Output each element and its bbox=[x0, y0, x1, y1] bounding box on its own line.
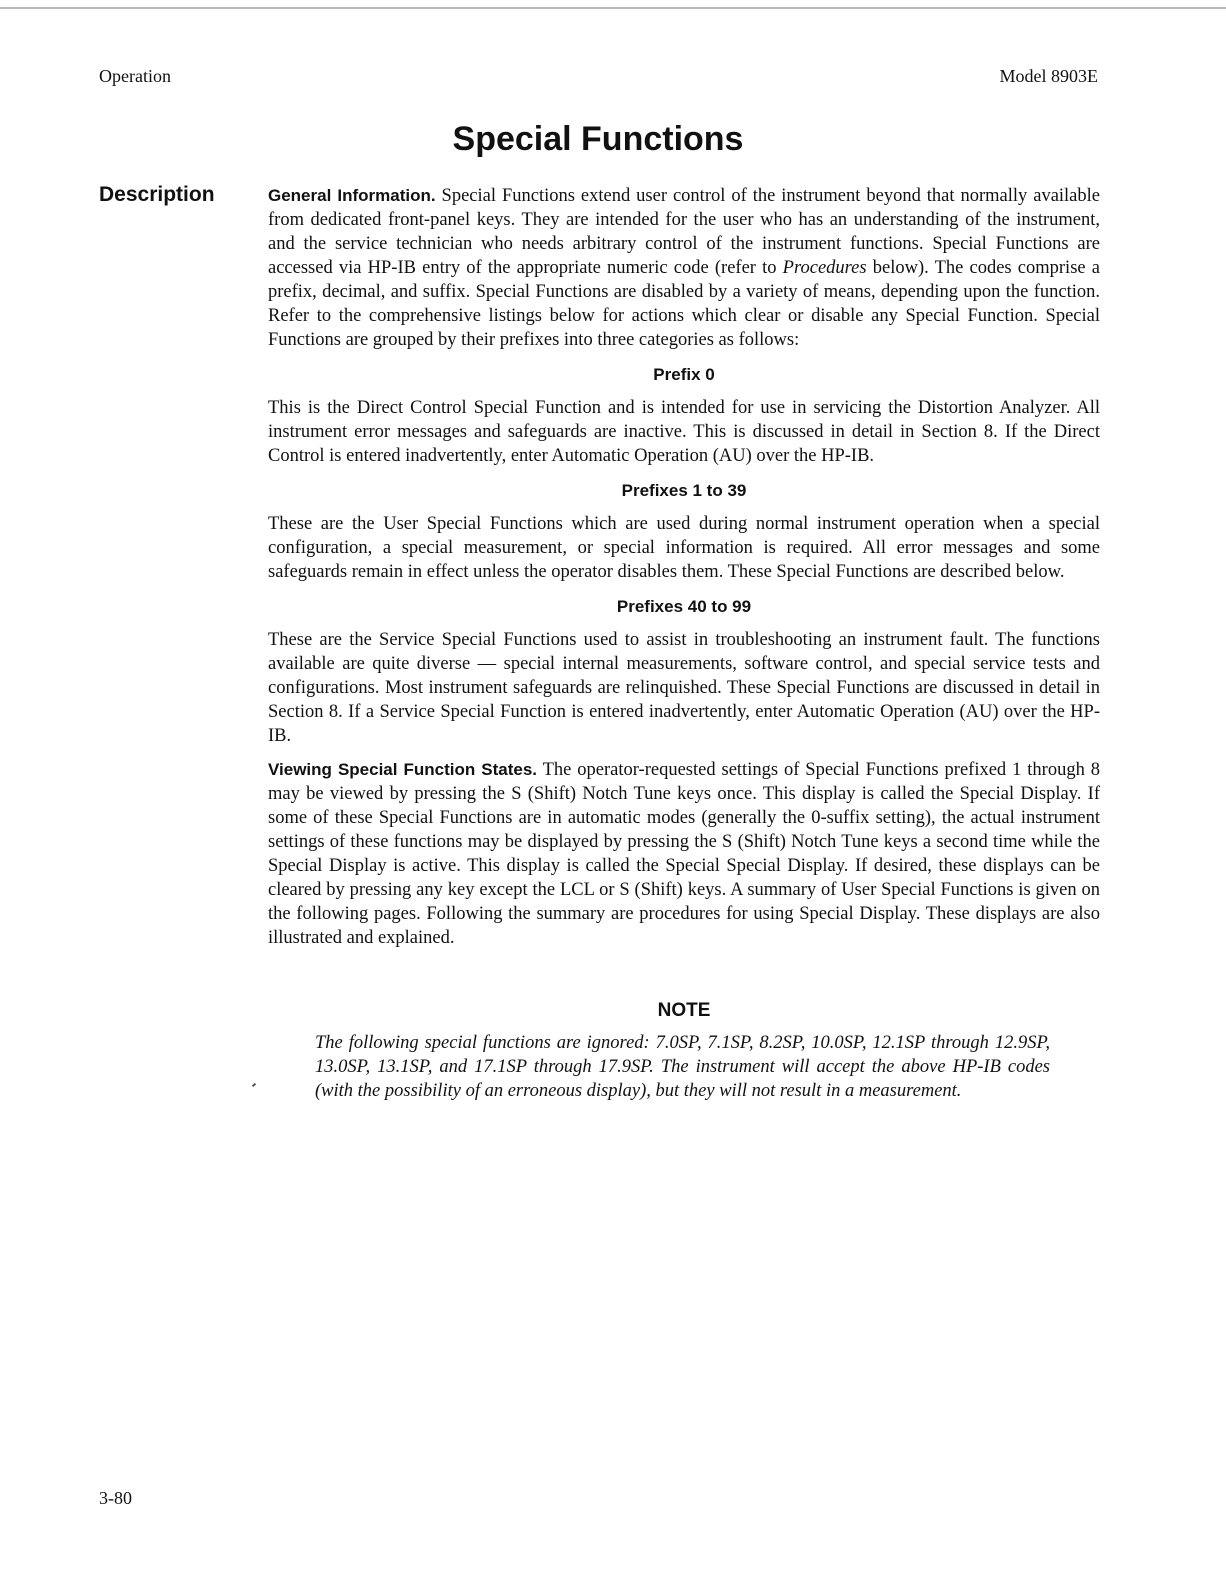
note-heading: NOTE bbox=[657, 1000, 711, 1021]
prefixes-1-39-text: These are the User Special Functions which are used during normal instrument operation when a special configuration, a special measurement, or special information is required. All error messages and some safeguards remain in effect unless the operator disables them. These Special Functions are described below. bbox=[268, 514, 1100, 582]
running-header-right: Model 8903E bbox=[999, 66, 1098, 86]
viewing-states-text: The operator-requested settings of Special Functions prefixed 1 through 8 may be viewed by pressing the S (Shift) Notch Tune keys once. This display is called the Special Display. If some of these Special Functions are in automatic modes (generally the 0-suffix setting), the actual instrument settings of these functions may be displayed by pressing the S (Shift) Notch Tune keys a second time while the Special Display is active. This display is called the Special Special Display. If desired, these displays can be cleared by pressing any key except the LCL or S (Shift) keys. A summary of User Special Functions is given on the following pages. Following the summary are procedures for using Special Display. These displays are also illustrated and explained. bbox=[268, 760, 1100, 948]
note-text: The following special functions are ignored: 7.0SP, 7.1SP, 8.2SP, 10.0SP, 12.1SP through 12.9SP, 13.0SP, 13.1SP, and 17.1SP through 17.9SP. The instrument will accept the above HP-IB codes (with the possibility of an erroneous display), but they will not result in a measurement. bbox=[315, 1033, 1050, 1101]
stray-mark bbox=[252, 1083, 256, 1087]
general-information-text-2: below). The codes comprise a prefix, decimal, and suffix. Special Functions are disabled by a variety of means, depending upon the function. Refer to the comprehensive listings below for actions which clear or disable any Special Function. Special Functions are grouped by their prefixes into three categories as follows: bbox=[268, 258, 1100, 350]
top-rule bbox=[0, 7, 1226, 9]
general-information-lead: General Information. bbox=[268, 186, 436, 205]
viewing-states-lead: Viewing Special Function States. bbox=[268, 760, 538, 779]
prefix-0-heading: Prefix 0 bbox=[653, 365, 715, 384]
page-number: 3-80 bbox=[99, 1488, 132, 1508]
viewing-states-paragraph bbox=[268, 758, 1100, 950]
procedures-reference: Procedures bbox=[782, 258, 867, 278]
prefixes-1-39-heading: Prefixes 1 to 39 bbox=[621, 481, 747, 500]
prefix-0-text: This is the Direct Control Special Function and is intended for use in servicing the Distortion Analyzer. All instrument error messages and safeguards are inactive. This is discussed in detail in Section 8. If the Direct Control is entered inadvertently, enter Automatic Operation (AU) over the HP-IB. bbox=[268, 398, 1100, 466]
body-text bbox=[268, 184, 1100, 1103]
side-heading: Description bbox=[99, 183, 215, 206]
prefixes-40-99-text: These are the Service Special Functions used to assist in troubleshooting an instrument fault. The functions available are quite diverse — special internal measurements, software control, and special service tests and configurations. Most instrument safeguards are relinquished. These Special Functions are discussed in detail in Section 8. If a Service Special Function is entered inadvertently, enter Automatic Operation (AU) over the HP-IB. bbox=[268, 630, 1100, 746]
page-title: Special Functions bbox=[452, 120, 744, 158]
running-header-left: Operation bbox=[99, 66, 171, 86]
prefixes-40-99-heading: Prefixes 40 to 99 bbox=[616, 597, 752, 616]
general-information-paragraph bbox=[268, 184, 1100, 352]
general-information-text-1: Special Functions extend user control of the instrument beyond that normally available from dedicated front-panel keys. They are intended for the user who has an understanding of the instrument, and the service technician who needs arbitrary control of the instrument functions. Special Functions are accessed via HP-IB entry of the appropriate numeric code (refer to bbox=[268, 186, 1100, 278]
